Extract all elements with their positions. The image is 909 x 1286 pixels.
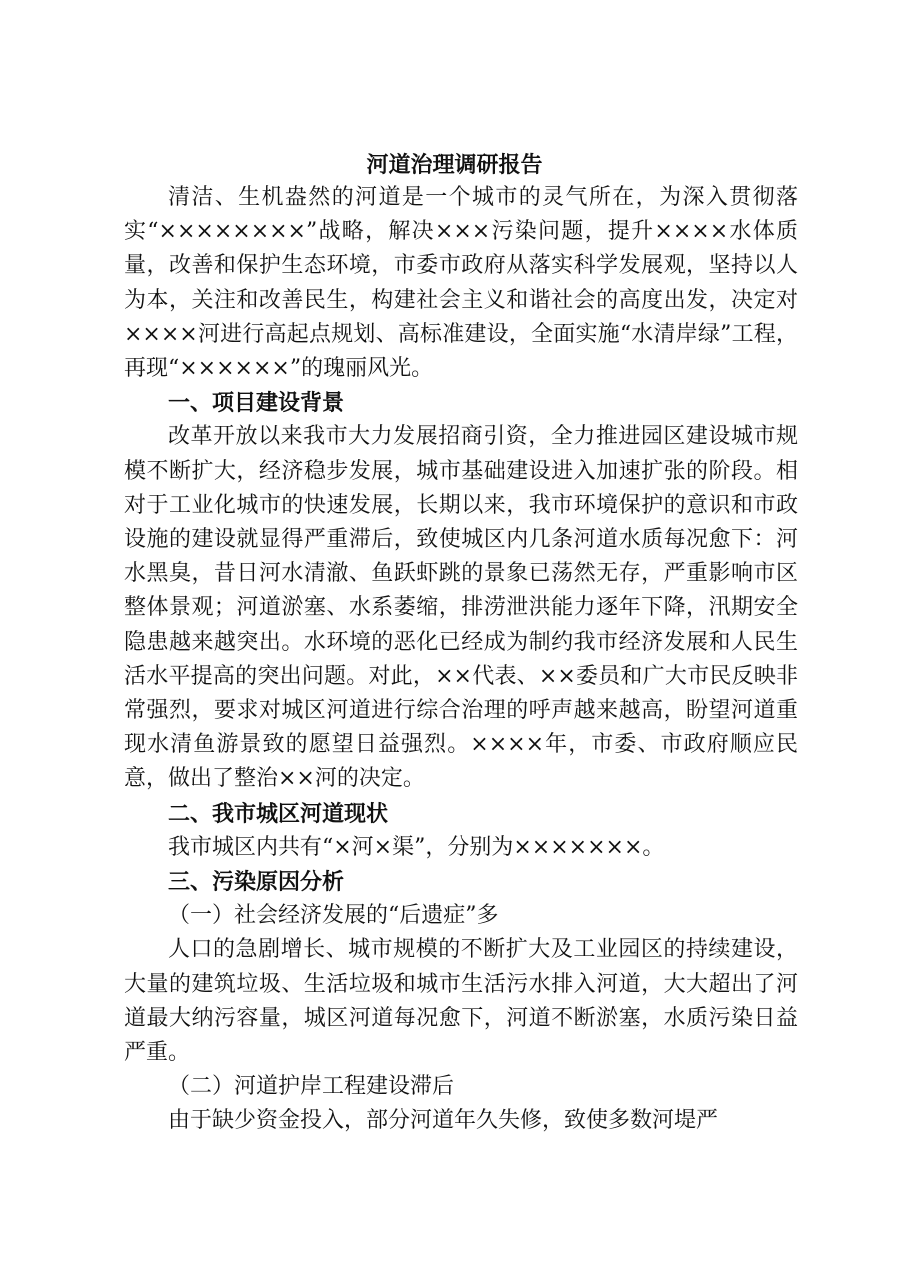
section-heading-1: 一、项目建设背景 [168,390,345,417]
document-title: 河道治理调研报告 [366,152,543,178]
subsection-3-1-paragraph: 人口的急剧增长、城市规模的不断扩大及工业园区的持续建设，大量的建筑垃圾、生活垃圾和城市生活污水排入河道，大大超出了河道最大纳污容量，城区河道每况愈下，河道不断淤塞，水质污染日益严重。 [124,937,798,1066]
document-body [124,181,798,1139]
subsection-heading-3-1: （一）社会经济发展的“后遗症”多 [168,903,499,929]
section-1-paragraph: 改革开放以来我市大力发展招商引资，全力推进园区建设城市规模不断扩大，经济稳步发展，城市基础建设进入加速扩张的阶段。相对于工业化城市的快速发展，长期以来，我市环境保护的意识和市政设施的建设就显得严重滞后，致使城区内几条河道水质每况愈下：河水黑臭，昔日河水清澈、鱼跃虾跳的景象已荡然无存，严重影响市区整体景观；河道淤塞、水系萎缩，排涝泄洪能力逐年下降，汛期安全隐患越来越突出。水环境的恶化已经成为制约我市经济发展和人民生活水平提高的突出问题。对此，××代表、××委员和广大市民反映非常强烈，要求对城区河道进行综合治理的呼声越来越高，盼望河道重现水清鱼游景致的愿望日益强烈。××××年，市委、市政府顺应民意，做出了整治××河的决定。 [124,424,798,792]
section-heading-3: 三、污染原因分析 [168,869,345,896]
intro-paragraph: 清洁、生机盎然的河道是一个城市的灵气所在，为深入贯彻落实“××××××××”战略，解决×××污染问题，提升××××水体质量，改善和保护生态环境，市委市政府从落实科学发展观，坚持以人为本，关注和改善民生，构建社会主义和谐社会的高度出发，决定对××××河进行高起点规划、高标准建设，全面实施“水清岸绿”工程，再现“××××××”的瑰丽风光。 [124,185,798,382]
subsection-3-2-paragraph: 由于缺少资金投入，部分河道年久失修，致使多数河堤严 [168,1108,719,1134]
section-heading-2: 二、我市城区河道现状 [168,800,389,827]
subsection-heading-3-2: （二）河道护岸工程建设滞后 [168,1074,455,1100]
section-2-paragraph: 我市城区内共有“×河×渠”，分别为×××××××。 [168,834,665,860]
